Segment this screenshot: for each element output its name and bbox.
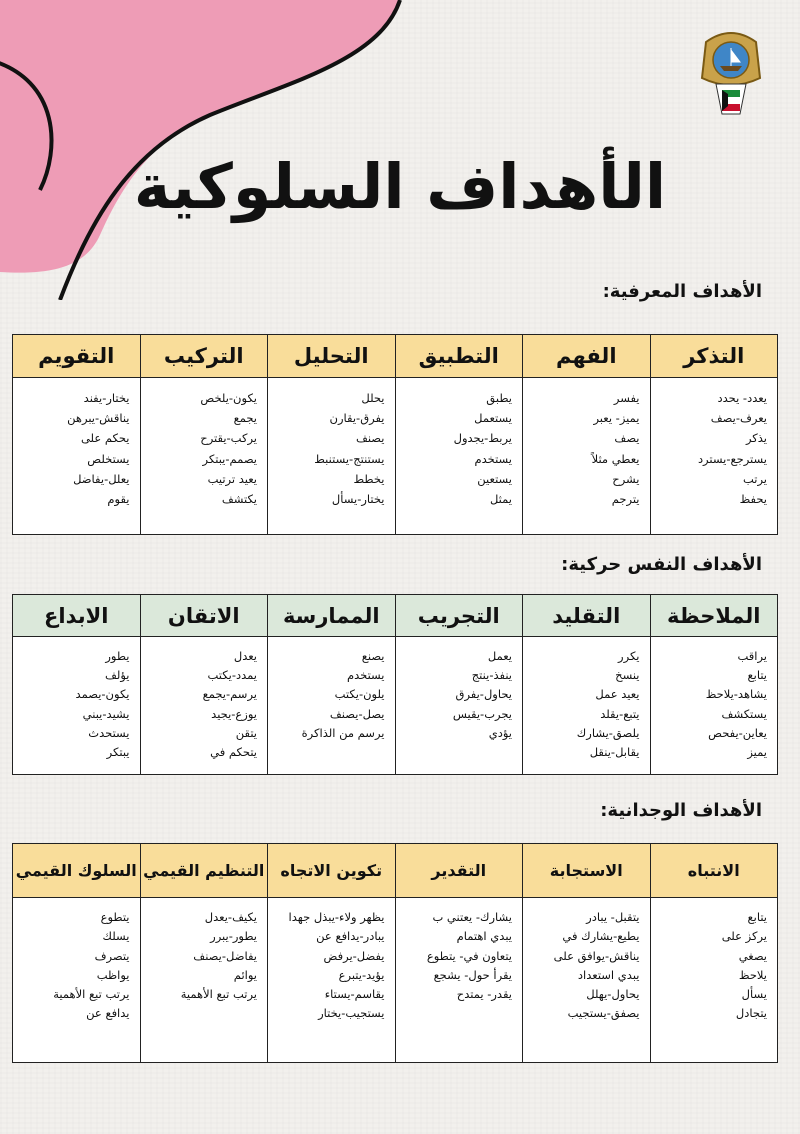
list-item: يمدد-يكتب	[207, 668, 257, 683]
list-item: يكرر	[618, 649, 640, 663]
list-item: يبدي اهتمام	[456, 929, 512, 944]
list-item: يتقبل- يبادر	[586, 910, 640, 924]
list-item: ينسخ	[615, 668, 640, 683]
table-cell	[395, 637, 523, 775]
list-item: ينفذ-ينتج	[471, 668, 512, 683]
cell-list	[529, 388, 640, 509]
list-item: يجرب-يقيس	[452, 706, 512, 721]
table-row	[13, 637, 778, 775]
column-header: الملاحظة	[650, 595, 778, 637]
cell-list	[19, 908, 130, 1024]
kuwait-emblem-icon	[696, 22, 766, 122]
table-cell	[395, 898, 523, 1063]
column-header: التقويم	[13, 335, 141, 378]
list-item: يشرح	[612, 471, 640, 486]
cell-list	[274, 908, 385, 1024]
table-cell	[650, 898, 778, 1063]
list-item: يترجم	[611, 492, 640, 507]
affective-table	[12, 843, 778, 1063]
cell-list	[147, 647, 258, 762]
list-item: يصمم-يبتكر	[202, 451, 257, 466]
table-cell	[650, 637, 778, 775]
psychomotor-table	[12, 594, 778, 775]
list-item: يتابع	[747, 910, 767, 924]
list-item: يتعاون في- يتطوع	[426, 948, 512, 963]
list-item: يستخدم	[346, 668, 385, 683]
cell-list	[402, 908, 513, 1004]
list-item: يؤدي	[488, 725, 512, 740]
list-item: يمثل	[489, 492, 512, 507]
section-title-psychomotor: الأهداف النفس حركية:	[561, 554, 762, 575]
list-item: يخطط	[353, 471, 385, 486]
column-header: الفهم	[523, 335, 651, 378]
list-item: يناقش-يبرهن	[67, 411, 130, 426]
cell-list	[657, 647, 768, 762]
list-item: يصغي	[738, 948, 767, 963]
list-item: يتقن	[235, 725, 257, 740]
section-title-affective: الأهداف الوجدانية:	[600, 800, 762, 821]
list-item: يصف	[614, 431, 640, 446]
list-item: يحاول-يهلل	[586, 987, 640, 1002]
table-cell	[523, 898, 651, 1063]
table-header-row	[13, 335, 778, 378]
list-item: يصنع	[361, 649, 385, 663]
list-item: يرتب تبع الأهمية	[180, 987, 257, 1002]
list-item: يشاهد-يلاحظ	[705, 687, 767, 702]
list-item: يحلل	[361, 391, 385, 405]
list-item: يجمع	[233, 411, 257, 426]
list-item: يسأل	[741, 987, 767, 1002]
column-header: السلوك القيمي	[13, 844, 141, 898]
list-item: يصنف	[355, 431, 385, 446]
table-cell	[523, 378, 651, 535]
list-item: يرسم من الذاكرة	[301, 725, 385, 740]
column-header: التنظيم القيمي	[140, 844, 268, 898]
cell-list	[529, 908, 640, 1024]
list-item: يكتشف	[221, 492, 257, 507]
column-header: التحليل	[268, 335, 396, 378]
list-item: يبدي استعداد	[577, 967, 640, 982]
cell-list	[147, 388, 258, 509]
table-cell	[140, 378, 268, 535]
table-cell	[523, 637, 651, 775]
list-item: يرسم-يجمع	[202, 687, 257, 702]
cell-list	[402, 388, 513, 509]
list-item: يتطوع	[100, 910, 130, 924]
column-header: الممارسة	[268, 595, 396, 637]
table-header-row	[13, 595, 778, 637]
table-cell	[650, 378, 778, 535]
list-item: يطبق	[486, 391, 512, 405]
column-header: التطبيق	[395, 335, 523, 378]
list-item: يختار-يسأل	[331, 492, 385, 507]
cell-list	[657, 908, 768, 1024]
table-cell	[140, 637, 268, 775]
table-cell	[395, 378, 523, 535]
table-cell	[268, 378, 396, 535]
column-header: الانتباه	[650, 844, 778, 898]
list-item: يعرف-يصف	[710, 411, 767, 426]
list-item: يوزع-يجيد	[211, 706, 257, 721]
list-item: يقوم	[107, 492, 130, 507]
list-item: يسلك	[102, 929, 130, 944]
list-item: يطور	[105, 649, 130, 663]
list-item: يوائم	[233, 967, 257, 982]
cell-list	[147, 908, 258, 1004]
list-item: يشيد-يبني	[82, 706, 130, 721]
list-item: يكون-يصمد	[75, 687, 130, 702]
list-item: يقرأ حول- يشجع	[433, 967, 512, 982]
column-header: الابداع	[13, 595, 141, 637]
cell-list	[657, 388, 768, 509]
column-header: التقليد	[523, 595, 651, 637]
list-item: يبتكر	[106, 745, 130, 760]
list-item: يستكشف	[721, 706, 767, 721]
column-header: التركيب	[140, 335, 268, 378]
table-cell	[13, 898, 141, 1063]
cell-list	[529, 647, 640, 762]
list-item: يركب-يقترح	[200, 431, 257, 446]
list-item: يربط-يجدول	[453, 431, 512, 446]
list-item: يعلل-يفاضل	[73, 471, 130, 486]
list-item: يستجيب-يختار	[318, 1006, 385, 1021]
table-cell	[268, 898, 396, 1063]
table-cell	[13, 637, 141, 775]
list-item: يحكم على	[80, 431, 130, 446]
list-item: يتحكم في	[210, 745, 257, 760]
list-item: يؤلف	[104, 668, 130, 683]
column-header: التذكر	[650, 335, 778, 378]
list-item: يعدد- يحدد	[717, 391, 767, 405]
page-title: الأهداف السلوكية	[133, 150, 667, 223]
list-item: يستخلص	[87, 451, 130, 466]
list-item: يميز- يعبر	[593, 411, 640, 426]
list-item: يسترجع-يسترد	[697, 451, 767, 466]
table-row	[13, 898, 778, 1063]
list-item: يعيد ترتيب	[207, 471, 257, 486]
list-item: يستعين	[477, 471, 512, 486]
list-item: يستحدث	[88, 725, 130, 740]
cell-list	[274, 388, 385, 509]
list-item: يظهر ولاء-يبذل جهدا	[288, 910, 385, 924]
list-item: يبادر-يدافع عن	[316, 929, 385, 944]
table-header-row	[13, 844, 778, 898]
list-item: يقدر- يمتدح	[456, 987, 512, 1002]
list-item: يعاين-يفحص	[708, 725, 767, 740]
list-item: يطيع-يشارك في	[562, 929, 640, 944]
list-item: يواظب	[96, 967, 130, 982]
list-item: يرتب	[742, 471, 767, 486]
column-header: الاتقان	[140, 595, 268, 637]
list-item: يعمل	[487, 649, 512, 663]
list-item: يحاول-يفرق	[455, 687, 512, 702]
list-item: يلاحظ	[738, 967, 767, 982]
list-item: يستعمل	[474, 411, 512, 426]
list-item: يدافع عن	[86, 1006, 130, 1021]
column-header: التقدير	[395, 844, 523, 898]
list-item: يستخدم	[474, 451, 512, 466]
list-item: يراقب	[737, 649, 767, 663]
list-item: يصل-يصنف	[329, 706, 385, 721]
section-title-cognitive: الأهداف المعرفية:	[602, 281, 762, 302]
list-item: يصفق-يستجيب	[567, 1006, 640, 1021]
cell-list	[402, 647, 513, 743]
cell-list	[19, 647, 130, 762]
cell-list	[274, 647, 385, 743]
list-item: يقاسم-يستاء	[324, 987, 385, 1002]
table-cell	[140, 898, 268, 1063]
cell-list	[19, 388, 130, 509]
column-header: تكوين الاتجاه	[268, 844, 396, 898]
list-item: يشارك- يعتني ب	[432, 910, 512, 924]
list-item: يختار-يفند	[83, 391, 130, 405]
table-row	[13, 378, 778, 535]
list-item: يفرق-يقارن	[329, 411, 385, 426]
list-item: يذكر	[745, 431, 767, 446]
list-item: يعطي مثلاً	[591, 451, 640, 466]
list-item: يفاضل-يصنف	[193, 948, 257, 963]
list-item: يتجادل	[735, 1006, 767, 1021]
list-item: يكون-يلخص	[200, 391, 257, 405]
list-item: يرتب تبع الأهمية	[53, 987, 130, 1002]
list-item: يعدل	[233, 649, 257, 663]
list-item: يحفظ	[739, 492, 767, 507]
list-item: يتبع-يقلد	[600, 706, 640, 721]
list-item: يفسر	[613, 391, 640, 405]
table-cell	[268, 637, 396, 775]
table-cell	[13, 378, 141, 535]
list-item: يستنتج-يستنبط	[314, 451, 385, 466]
list-item: يركز على	[721, 929, 767, 944]
list-item: يطور-يبرر	[210, 929, 257, 944]
cognitive-table	[12, 334, 778, 535]
list-item: يناقش-يوافق على	[553, 948, 640, 963]
list-item: يتصرف	[94, 948, 130, 963]
list-item: يلصق-يشارك	[576, 725, 640, 740]
list-item: يلون-يكتب	[334, 687, 385, 702]
list-item: يفضل-يرفض	[323, 948, 385, 963]
list-item: يميز	[747, 745, 767, 760]
column-header: الاستجابة	[523, 844, 651, 898]
list-item: يكيف-يعدل	[204, 910, 257, 924]
list-item: يؤيد-يتبرع	[338, 967, 385, 982]
list-item: يعيد عمل	[595, 687, 640, 702]
list-item: يقابل-ينقل	[589, 745, 640, 760]
list-item: يتابع	[747, 668, 767, 683]
column-header: التجريب	[395, 595, 523, 637]
